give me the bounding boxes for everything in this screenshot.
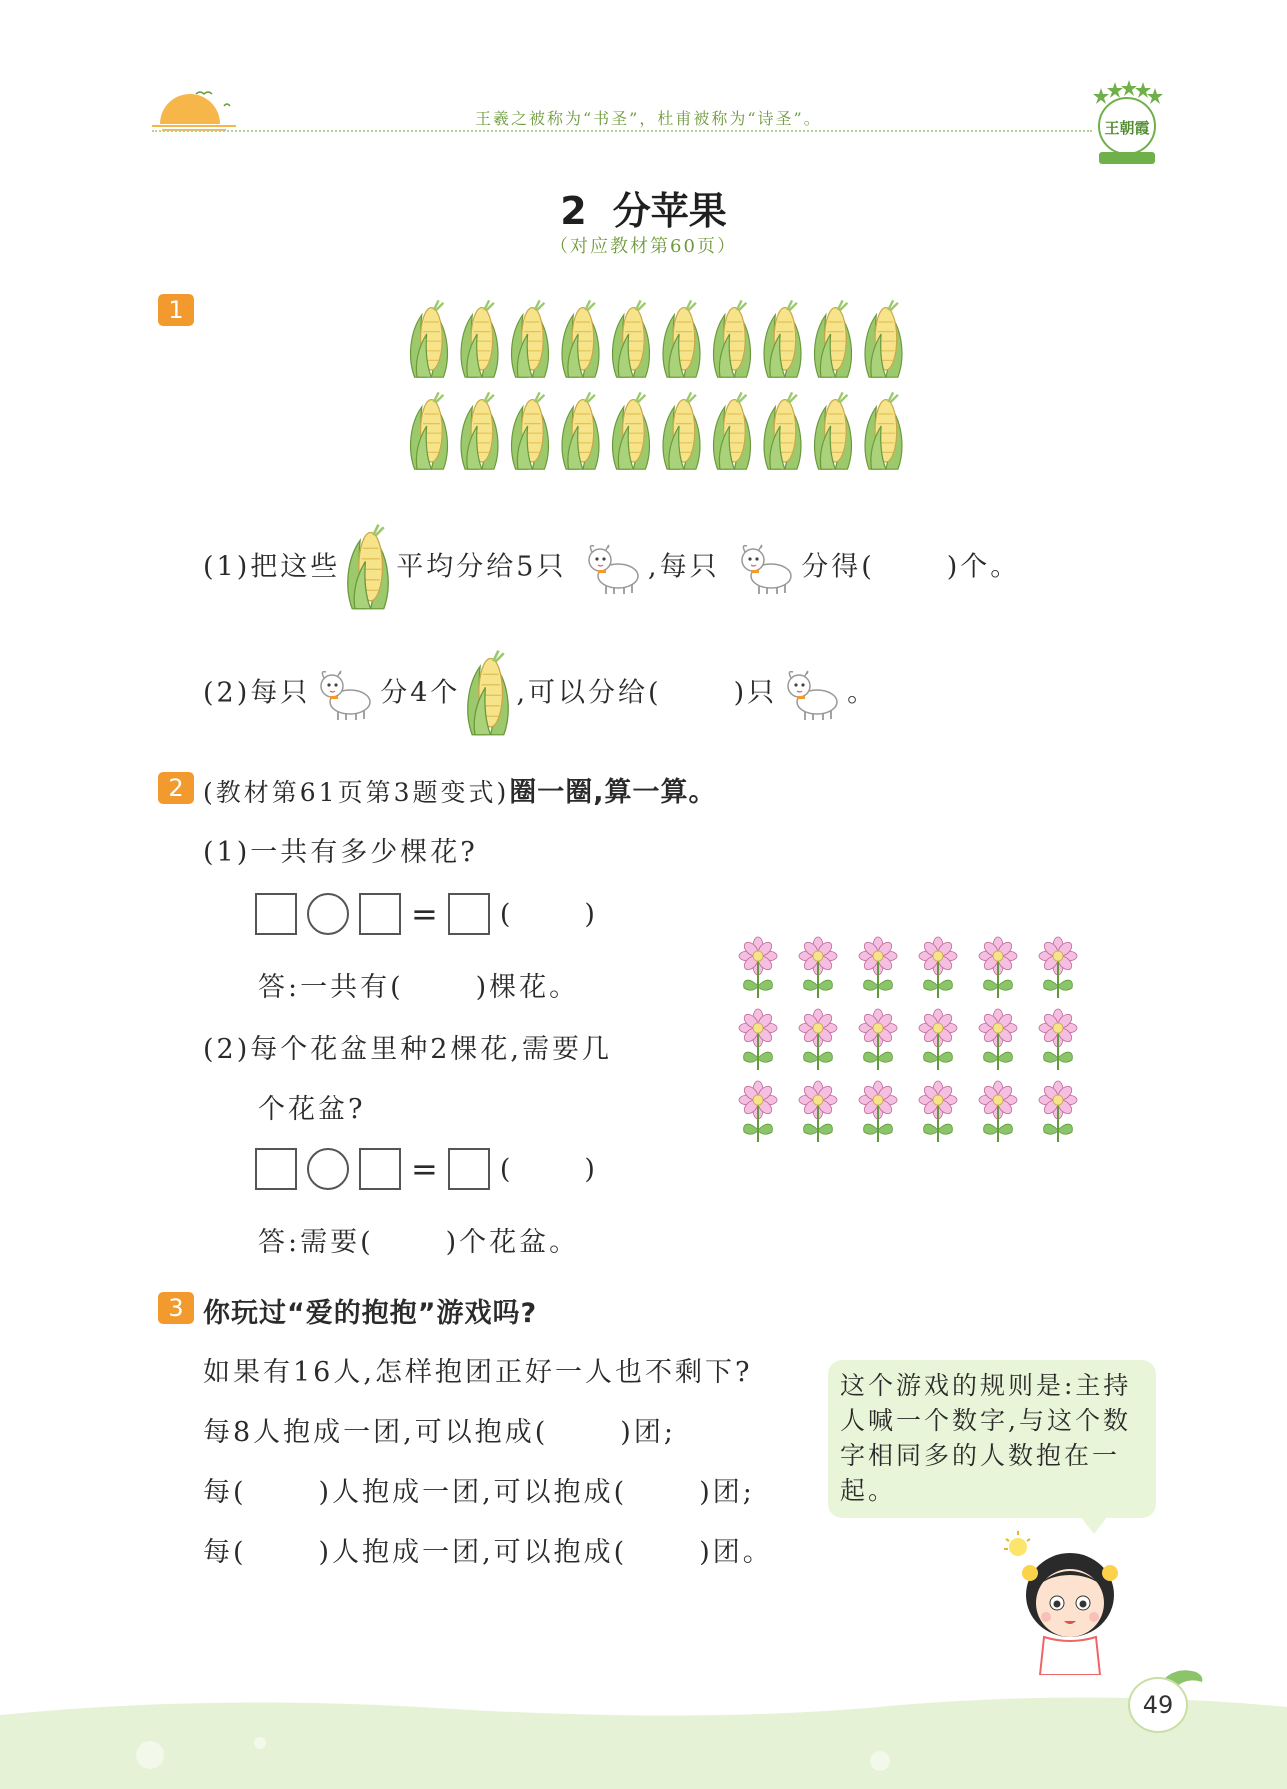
- goat-icon: [731, 538, 801, 598]
- q2-source: (教材第61页第3题变式): [203, 778, 510, 807]
- corn-icon: [865, 392, 902, 469]
- corn-icon: [663, 392, 700, 469]
- flower-icon: [799, 1009, 837, 1070]
- brand-badge-icon: [1085, 78, 1165, 166]
- q2-expression-1: = ( ): [255, 893, 595, 935]
- number-box[interactable]: [359, 1148, 401, 1190]
- sun-logo-icon: [152, 90, 236, 132]
- corn-icon: [411, 392, 448, 469]
- q2-instruction: 圈一圈,算一算。: [509, 777, 717, 808]
- corn-icon: [663, 300, 700, 377]
- header-quote: 王羲之被称为“书圣”，杜甫被称为“诗圣”。: [475, 109, 822, 128]
- corn-icon: [613, 300, 650, 377]
- flower-icon: [739, 937, 777, 998]
- flower-icon: [739, 1081, 777, 1142]
- corn-icon: [865, 300, 902, 377]
- operator-circle[interactable]: [307, 1148, 349, 1190]
- corn-icon: [613, 392, 650, 469]
- q3-line4: 每( )人抱成一团,可以抱成( )团。: [203, 1537, 773, 1568]
- flower-icon: [859, 937, 897, 998]
- corn-icon: [815, 300, 852, 377]
- q3-line2: 每8人抱成一团,可以抱成( )团;: [203, 1417, 676, 1448]
- corn-grid: [405, 298, 910, 478]
- q3-line3: 每( )人抱成一团,可以抱成( )团;: [203, 1477, 755, 1508]
- corn-icon: [714, 300, 751, 377]
- result-box[interactable]: [448, 893, 490, 935]
- flower-icon: [919, 1009, 957, 1070]
- section-number: 2: [560, 189, 587, 233]
- flower-icon: [979, 1081, 1017, 1142]
- header-divider: [152, 130, 1092, 132]
- footer-decoration: [0, 1685, 1287, 1789]
- girl-character-icon: [1000, 1525, 1130, 1675]
- corn-icon: [764, 300, 801, 377]
- q2-part2-answer: 答:需要( )个花盆。: [258, 1227, 580, 1258]
- q2-part2-question-line2: 个花盆?: [258, 1094, 366, 1125]
- page-subtitle: （对应教材第60页）: [550, 236, 737, 257]
- flower-icon: [979, 937, 1017, 998]
- corn-icon: [461, 392, 498, 469]
- flower-icon: [1039, 937, 1077, 998]
- flower-grid: [730, 935, 1090, 1150]
- corn-icon: [714, 392, 751, 469]
- corn-icon: [562, 392, 599, 469]
- corn-icon: [562, 300, 599, 377]
- number-box[interactable]: [255, 893, 297, 935]
- corn-icon: [512, 392, 549, 469]
- speech-bubble-text: 这个游戏的规则是:主持人喊一个数字,与这个数字相同多的人数抱在一起。: [840, 1371, 1132, 1505]
- corn-icon: [764, 392, 801, 469]
- question-number-1: 1: [158, 294, 194, 326]
- number-box[interactable]: [255, 1148, 297, 1190]
- result-box[interactable]: [448, 1148, 490, 1190]
- flower-icon: [1039, 1009, 1077, 1070]
- flower-icon: [919, 1081, 957, 1142]
- q3-title: 你玩过“爱的抱抱”游戏吗?: [203, 1298, 538, 1329]
- flower-icon: [799, 937, 837, 998]
- corn-icon: [815, 392, 852, 469]
- flower-icon: [919, 937, 957, 998]
- section-title: 分苹果: [612, 189, 727, 233]
- flower-icon: [859, 1081, 897, 1142]
- q2-part1-answer: 答:一共有( )棵花。: [258, 972, 580, 1003]
- question-number-2: 2: [158, 772, 194, 804]
- goat-icon: [578, 538, 648, 598]
- corn-icon: [460, 648, 516, 740]
- page-title: [0, 180, 1287, 235]
- question-number-3: 3: [158, 1292, 194, 1324]
- q3-line1: 如果有16人,怎样抱团正好一人也不剩下?: [203, 1357, 753, 1388]
- q1-part1: (1)把这些 平均分给5只 ,每只 分得( )个。: [203, 522, 1020, 614]
- q2-part2-question-line1: (2)每个花盆里种2棵花,需要几: [203, 1034, 613, 1065]
- page-number: 49: [1128, 1677, 1188, 1733]
- flower-icon: [979, 1009, 1017, 1070]
- flower-icon: [799, 1081, 837, 1142]
- q1-part2: (2)每只 分4个 ,可以分给( )只 。: [203, 648, 877, 740]
- corn-icon: [461, 300, 498, 377]
- q2-heading: [203, 770, 717, 809]
- badge-text: 王朝霞: [1104, 119, 1150, 137]
- goat-icon: [310, 664, 380, 724]
- number-box[interactable]: [359, 893, 401, 935]
- corn-icon: [411, 300, 448, 377]
- q2-expression-2: = ( ): [255, 1148, 595, 1190]
- q2-part1-question: (1)一共有多少棵花?: [203, 837, 478, 868]
- flower-icon: [859, 1009, 897, 1070]
- flower-icon: [1039, 1081, 1077, 1142]
- flower-icon: [739, 1009, 777, 1070]
- corn-icon: [512, 300, 549, 377]
- operator-circle[interactable]: [307, 893, 349, 935]
- corn-icon: [340, 522, 396, 614]
- goat-icon: [777, 664, 847, 724]
